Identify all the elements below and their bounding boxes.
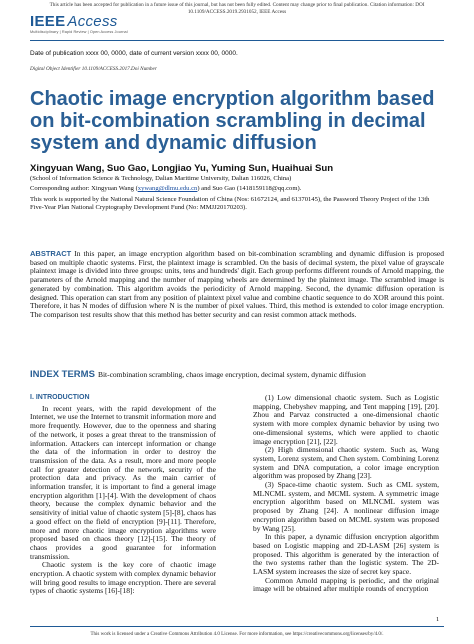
abstract-text: In this paper, an image encryption algorithm based on bit-combination scrambling and dynamic diffusion is proposed based on multiple chaotic systems. First, the plaintext image is scrambled. On the basis of decimal system, the pixel value of grayscale plaintext image is divided into three groups: units, tens and hundreds' digit. Each group performs different rounds of Arnold mapping, the parameters of the Arnold mapping and the number of mapping wheels are determined by the plaintext image. The scrambled image is generated by combination. This algorithm avoids the periodicity of Arnold mapping. Second, the dynamic diffusion operation is designed. This operation can start from any position of plaintext pixel value and combine chaotic sequence to do XOR around this point. Therefore, it has N modes of diffusion where N is the number of pixel values. Third, this method is extended to color image encryption. The comparison test results show that this method has better security and can resist common attack methods. bbox=[30, 249, 444, 319]
logo-main: IEEE bbox=[30, 13, 66, 30]
index-terms bbox=[30, 370, 444, 379]
body-paragraph: (1) Low dimensional chaotic system. Such as Logistic mapping, Chebyshev mapping, and Tent mapping [19], [20]. Zhou and Parvaz constructed a one-dimensional chaotic system with more complex dynamic behavior by using two one-dimensional systems, which were applied to chaotic image encryption [21], [22]. bbox=[253, 393, 439, 446]
doi-line: Digital Object Identifier 10.1109/ACCESS.2017.Doi Number bbox=[30, 66, 157, 72]
notice-line-2: 10.1109/ACCESS.2019.2931052, IEEE Access bbox=[187, 8, 287, 15]
notice-line-1: This article has been accepted for publication in a future issue of this journal, but has not been fully edited. Content may change prior to final publication. Citation information: DOI bbox=[49, 2, 425, 8]
email-link[interactable]: xywang@dlmu.edu.cn bbox=[137, 185, 198, 192]
body-paragraph: (2) High dimensional chaotic system. Such as, Wang system, Lorenz system, and Chen system. Combining Lorenz system and DNA computation, a color image encryption algorithm was proposed by Zhang [23]. bbox=[253, 445, 439, 481]
section-heading: I. INTRODUCTION bbox=[30, 394, 90, 401]
body-paragraph: Common Arnold mapping is periodic, and the original image will be obtained after multiple rounds of encryption bbox=[253, 575, 439, 594]
funding-statement: This work is supported by the National Natural Science Foundation of China (Nos: 61672124, and 61370145), the Password Theory Project of the 13th Five-Year Plan National Cryptography Development Fund (No: MMJJ20170203). bbox=[30, 196, 430, 211]
logo-wordmark bbox=[30, 13, 118, 30]
license-notice: This work is licensed under a Creative Commons Attribution 4.0 License. For more information, see https://creativecommons.org/licenses/by/4.0/. bbox=[90, 632, 384, 637]
index-terms-label: INDEX TERMS bbox=[30, 369, 95, 380]
right-column bbox=[253, 394, 439, 594]
footer-rule bbox=[30, 626, 444, 627]
logo-accent: Access bbox=[67, 13, 118, 30]
body-paragraph: (3) Space-time chaotic system. Such as CML system, MLNCML system, and MCML system. A symmetric image encryption algorithm based on MLNCML system was proposed by Zhang [24]. A nonlinear diffusion image encryption algorithm based on MCML system was proposed by Wang [25]. bbox=[253, 480, 439, 533]
logo-tagline: Multidisciplinary | Rapid Review | Open Access Journal bbox=[30, 30, 128, 34]
ieee-access-logo bbox=[30, 13, 128, 34]
page-number: 1 bbox=[436, 616, 440, 623]
index-terms-text: Bit-combination scrambling, chaos image encryption, decimal system, dynamic diffusion bbox=[97, 370, 366, 379]
publication-dates: Date of publication xxxx 00, 0000, date of current version xxxx 00, 0000. bbox=[30, 50, 238, 57]
body-paragraph: In this paper, a dynamic diffusion encryption algorithm based on Logistic mapping and 2D-LASM [26] system is proposed. This algorithm is generated by the interaction of the two systems rather than the logistic system. The 2D-LASM system increases the size of secret key space. bbox=[253, 532, 439, 577]
corresponding-author bbox=[30, 185, 444, 193]
affiliation: (School of Information Science & Technology, Dalian Maritime University, Dalian 116026, China) bbox=[30, 175, 292, 182]
author-list: Xingyuan Wang, Suo Gao, Longjiao Yu, Yuming Sun, Huaihuai Sun bbox=[30, 163, 334, 174]
body-paragraph: In recent years, with the rapid development of the Internet, we use the Internet to transmit information more and more frequently. However, due to the openness and sharing of the network, it poses a great threat to the transmission of information. Attackers can intercept information or change the data of the information in order to destroy the transmission of the data. As a result, more and more people call for greater detection of the network, security of the protection data and privacy. As the main carrier of information transfer, it is important to find a general image encryption algorithm [1]-[4]. With the development of chaos theory, because the complex dynamic behavior and the sensitivity of initial value of chaotic system [5]-[8], chaos has a good effect on the field of encryption [9]-[11]. Therefore, more and more chaotic image encryption algorithms were proposed based on chaos theory [12]-[15]. The theory of chaos provides a good guarantee for information transmission. bbox=[30, 403, 216, 561]
corresponding-suffix: ) and Suo Gao (1418159118@qq.com). bbox=[197, 185, 302, 192]
left-column bbox=[30, 394, 216, 596]
abstract bbox=[30, 250, 444, 320]
abstract-label: ABSTRACT bbox=[30, 249, 72, 258]
corresponding-prefix: Corresponding author: Xingyuan Wang ( bbox=[30, 185, 138, 192]
paper-title: Chaotic image encryption algorithm based on bit-combination scrambling in decimal system and dynamic diffusion bbox=[30, 88, 435, 154]
header-rule bbox=[30, 40, 444, 41]
body-paragraph: Chaotic system is the key core of chaotic image encryption. A chaotic system with complex dynamic behavior will bring good results to image encryption. There are several types of chaotic systems [16]-[18]: bbox=[30, 560, 216, 596]
